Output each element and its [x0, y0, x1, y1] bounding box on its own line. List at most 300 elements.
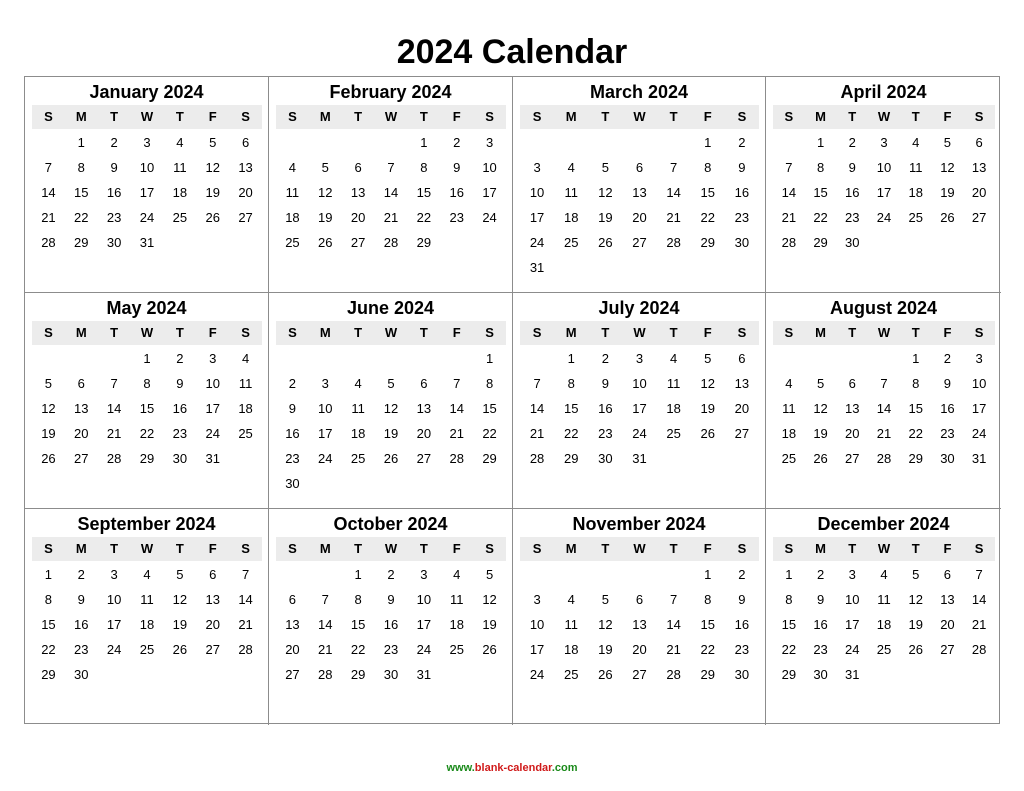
day-cell: 28	[41, 235, 56, 250]
day-cell: 20	[350, 210, 366, 225]
weekday-label: S	[288, 109, 297, 124]
day-cell: 14	[876, 401, 892, 416]
day-cell: 12	[383, 401, 399, 416]
day-grid	[520, 562, 759, 687]
day-cell: 21	[781, 210, 797, 225]
day-cell: 28	[971, 642, 987, 657]
day-cell: 11	[782, 401, 796, 416]
day-cell: 6	[354, 160, 362, 175]
weekday-label: W	[633, 541, 646, 556]
day-cell: 3	[110, 567, 118, 582]
weekday-label: T	[175, 109, 184, 124]
empty-day-cell	[375, 346, 408, 371]
day-cell: 19	[598, 642, 613, 657]
day-cell: 12	[318, 185, 333, 200]
day-cell: 1	[785, 567, 793, 582]
weekday-label: W	[140, 109, 154, 124]
day-cell: 6	[288, 592, 297, 607]
day-cell: 10	[482, 160, 497, 175]
day-cell: 9	[738, 592, 746, 607]
weekday-label: M	[815, 541, 826, 556]
empty-day-cell	[520, 346, 554, 371]
month-panel	[25, 77, 269, 293]
day-cell: 26	[205, 210, 220, 225]
day-cell: 14	[41, 185, 56, 200]
day-cell: 15	[139, 401, 155, 416]
day-cell: 5	[601, 592, 609, 607]
day-cell: 1	[77, 135, 85, 150]
weekday-label: M	[815, 109, 826, 124]
weekday-header	[276, 321, 506, 345]
day-cell: 15	[74, 185, 89, 200]
day-cell: 25	[563, 235, 579, 250]
day-cell: 27	[971, 210, 987, 225]
day-cell: 14	[383, 185, 399, 200]
day-cell: 23	[285, 451, 300, 466]
weekday-label: S	[532, 325, 542, 340]
day-cell: 14	[971, 592, 987, 607]
day-cell: 29	[482, 451, 497, 466]
day-cell: 21	[666, 210, 681, 225]
month-panel	[513, 293, 766, 509]
day-cell: 4	[143, 567, 151, 582]
day-cell: 20	[734, 401, 750, 416]
day-cell: 21	[529, 426, 545, 441]
day-cell: 22	[416, 210, 432, 225]
day-cell: 2	[848, 135, 856, 150]
day-cell: 23	[813, 642, 828, 657]
empty-day-cell	[554, 130, 588, 155]
month-title: June 2024	[346, 298, 435, 318]
day-cell: 3	[533, 592, 541, 607]
page-title: 2024 Calendar	[396, 33, 628, 71]
day-cell: 19	[205, 185, 220, 200]
day-cell: 7	[670, 160, 678, 175]
day-cell: 1	[816, 135, 825, 150]
day-cell: 6	[635, 592, 644, 607]
day-cell: 15	[350, 617, 366, 632]
day-cell: 17	[205, 401, 220, 416]
day-grid	[32, 130, 262, 255]
day-cell: 8	[704, 592, 712, 607]
day-cell: 1	[420, 135, 428, 150]
day-cell: 7	[387, 160, 395, 175]
day-cell: 21	[449, 426, 464, 441]
day-cell: 24	[876, 210, 892, 225]
weekday-label: S	[241, 325, 250, 340]
day-cell: 10	[318, 401, 333, 416]
day-cell: 9	[387, 592, 395, 607]
weekday-label: W	[384, 109, 398, 124]
day-cell: 4	[354, 376, 362, 391]
weekday-label: W	[384, 541, 398, 556]
day-cell: 7	[975, 567, 983, 582]
day-cell: 10	[106, 592, 122, 607]
day-cell: 14	[106, 401, 122, 416]
weekday-label: S	[241, 109, 250, 124]
day-cell: 9	[176, 376, 184, 391]
day-cell: 12	[908, 592, 923, 607]
day-cell: 27	[940, 642, 955, 657]
weekday-label: S	[974, 109, 984, 124]
day-cell: 16	[813, 617, 828, 632]
day-cell: 3	[209, 351, 217, 366]
day-cell: 8	[77, 160, 85, 175]
day-cell: 10	[845, 592, 860, 607]
day-cell: 17	[106, 617, 122, 632]
day-cell: 1	[704, 567, 712, 582]
empty-day-cell	[805, 346, 837, 371]
day-cell: 5	[704, 351, 712, 366]
day-cell: 12	[482, 592, 497, 607]
day-cell: 18	[666, 401, 681, 416]
day-cell: 28	[529, 451, 545, 466]
month-panel	[269, 77, 513, 293]
day-cell: 9	[848, 160, 856, 175]
day-cell: 31	[845, 667, 860, 682]
day-cell: 30	[285, 476, 300, 491]
day-cell: 18	[781, 426, 797, 441]
weekday-label: S	[44, 541, 53, 556]
weekday-label: F	[703, 109, 712, 124]
day-cell: 20	[845, 426, 860, 441]
day-cell: 2	[110, 135, 118, 150]
day-cell: 3	[321, 376, 329, 391]
day-cell: 13	[350, 185, 366, 200]
day-cell: 16	[734, 617, 750, 632]
day-cell: 25	[876, 642, 892, 657]
day-cell: 20	[971, 185, 987, 200]
day-cell: 6	[209, 567, 217, 582]
day-cell: 1	[704, 135, 712, 150]
day-cell: 22	[482, 426, 497, 441]
day-cell: 29	[74, 235, 89, 250]
day-cell: 5	[601, 160, 609, 175]
day-cell: 1	[912, 351, 920, 366]
empty-day-cell	[342, 130, 375, 155]
day-cell: 13	[632, 185, 647, 200]
day-cell: 25	[563, 667, 579, 682]
day-cell: 8	[567, 376, 575, 391]
empty-day-cell	[520, 562, 554, 587]
weekday-label: S	[532, 109, 542, 124]
day-cell: 12	[41, 401, 56, 416]
empty-day-cell	[276, 562, 309, 587]
calendar-grid	[24, 76, 1000, 724]
weekday-label: S	[44, 109, 53, 124]
empty-day-cell	[32, 130, 65, 155]
day-cell: 1	[485, 351, 494, 366]
day-cell: 29	[41, 667, 56, 682]
day-cell: 26	[383, 451, 399, 466]
weekday-label: F	[703, 541, 712, 556]
day-cell: 30	[383, 667, 399, 682]
day-cell: 27	[734, 426, 750, 441]
day-cell: 14	[666, 617, 681, 632]
day-cell: 17	[845, 617, 860, 632]
day-cell: 5	[321, 160, 329, 175]
day-cell: 29	[781, 667, 797, 682]
day-cell: 2	[176, 351, 184, 366]
weekday-label: S	[974, 541, 984, 556]
day-grid	[520, 130, 759, 280]
weekday-label: T	[354, 109, 363, 124]
day-cell: 11	[908, 160, 923, 175]
weekday-label: T	[110, 325, 119, 340]
weekday-label: S	[737, 109, 747, 124]
weekday-label: S	[485, 541, 494, 556]
day-cell: 28	[238, 642, 253, 657]
weekday-label: T	[848, 541, 857, 556]
day-cell: 7	[110, 376, 118, 391]
day-cell: 31	[416, 667, 432, 682]
day-cell: 24	[971, 426, 987, 441]
day-cell: 16	[734, 185, 750, 200]
day-cell: 31	[632, 451, 647, 466]
day-cell: 3	[635, 351, 644, 366]
day-cell: 24	[318, 451, 333, 466]
weekday-label: T	[669, 541, 678, 556]
day-cell: 5	[912, 567, 920, 582]
day-cell: 25	[238, 426, 253, 441]
day-cell: 3	[880, 135, 888, 150]
day-cell: 15	[700, 185, 715, 200]
month-panel	[766, 77, 1001, 293]
day-cell: 26	[940, 210, 955, 225]
day-cell: 1	[143, 351, 151, 366]
day-cell: 26	[813, 451, 828, 466]
day-cell: 5	[485, 567, 494, 582]
month-panel	[766, 509, 1001, 725]
weekday-label: S	[974, 325, 984, 340]
day-cell: 24	[106, 642, 122, 657]
day-cell: 26	[598, 235, 613, 250]
day-cell: 15	[700, 617, 715, 632]
empty-day-cell	[836, 346, 868, 371]
day-cell: 22	[700, 642, 715, 657]
day-grid	[32, 346, 262, 471]
day-cell: 4	[288, 160, 297, 175]
day-cell: 20	[74, 426, 89, 441]
day-cell: 11	[877, 592, 891, 607]
day-cell: 6	[635, 160, 644, 175]
day-cell: 2	[77, 567, 85, 582]
day-grid	[520, 346, 759, 471]
empty-day-cell	[440, 346, 473, 371]
weekday-label: F	[943, 109, 952, 124]
weekday-label: F	[208, 541, 217, 556]
day-cell: 18	[238, 401, 253, 416]
day-cell: 4	[785, 376, 793, 391]
weekday-label: T	[354, 541, 363, 556]
weekday-label: W	[140, 325, 154, 340]
day-cell: 25	[285, 235, 300, 250]
day-cell: 18	[908, 185, 923, 200]
month-title: May 2024	[106, 298, 187, 318]
weekday-label: T	[601, 325, 610, 340]
weekday-label: S	[44, 325, 53, 340]
day-cell: 27	[205, 642, 220, 657]
day-cell: 10	[139, 160, 155, 175]
day-cell: 12	[813, 401, 828, 416]
day-cell: 13	[632, 617, 647, 632]
day-cell: 2	[288, 376, 297, 391]
day-cell: 7	[241, 567, 250, 582]
day-cell: 17	[971, 401, 987, 416]
day-cell: 20	[632, 642, 647, 657]
day-cell: 27	[416, 451, 432, 466]
weekday-label: W	[384, 325, 398, 340]
empty-day-cell	[773, 346, 805, 371]
month-panel	[25, 509, 269, 725]
day-cell: 12	[205, 160, 220, 175]
day-cell: 29	[813, 235, 828, 250]
day-cell: 19	[41, 426, 56, 441]
day-cell: 1	[44, 567, 53, 582]
day-cell: 23	[734, 642, 750, 657]
day-cell: 14	[781, 185, 797, 200]
day-cell: 1	[354, 567, 362, 582]
day-cell: 20	[940, 617, 955, 632]
day-cell: 7	[670, 592, 678, 607]
day-cell: 26	[908, 642, 923, 657]
day-cell: 17	[876, 185, 892, 200]
weekday-label: F	[452, 325, 461, 340]
day-cell: 9	[816, 592, 825, 607]
day-cell: 29	[908, 451, 923, 466]
day-cell: 8	[420, 160, 428, 175]
month-title: April 2024	[840, 82, 927, 102]
day-cell: 2	[943, 351, 952, 366]
day-cell: 11	[140, 592, 154, 607]
footer-url	[0, 762, 1024, 774]
day-cell: 18	[139, 617, 155, 632]
day-cell: 6	[943, 567, 952, 582]
day-cell: 11	[238, 376, 253, 391]
day-cell: 30	[74, 667, 89, 682]
day-cell: 2	[738, 567, 746, 582]
weekday-label: M	[75, 541, 87, 556]
weekday-label: F	[452, 109, 461, 124]
day-cell: 10	[529, 617, 545, 632]
month-title: December 2024	[817, 514, 950, 534]
month-panel	[766, 293, 1001, 509]
weekday-label: W	[140, 541, 154, 556]
day-cell: 11	[666, 376, 681, 391]
day-cell: 9	[453, 160, 461, 175]
day-cell: 26	[598, 667, 613, 682]
weekday-label: T	[110, 541, 119, 556]
day-grid	[276, 346, 506, 496]
weekday-label: S	[737, 541, 747, 556]
day-cell: 23	[449, 210, 464, 225]
month-title: September 2024	[77, 514, 216, 534]
month-panel	[513, 77, 766, 293]
day-cell: 24	[482, 210, 497, 225]
day-cell: 29	[416, 235, 432, 250]
day-cell: 30	[734, 235, 750, 250]
day-cell: 28	[666, 235, 681, 250]
day-cell: 26	[41, 451, 56, 466]
weekday-header	[32, 537, 262, 561]
day-cell: 23	[106, 210, 122, 225]
day-cell: 15	[482, 401, 497, 416]
day-cell: 24	[632, 426, 647, 441]
day-cell: 26	[172, 642, 188, 657]
day-cell: 6	[420, 376, 428, 391]
day-cell: 19	[172, 617, 188, 632]
day-cell: 9	[77, 592, 85, 607]
day-cell: 14	[666, 185, 681, 200]
day-cell: 10	[971, 376, 987, 391]
weekday-label: S	[241, 541, 250, 556]
day-cell: 25	[350, 451, 366, 466]
day-cell: 22	[563, 426, 579, 441]
day-cell: 13	[238, 160, 253, 175]
empty-day-cell	[657, 562, 691, 587]
weekday-label: W	[877, 541, 891, 556]
day-cell: 5	[943, 135, 952, 150]
day-cell: 5	[176, 567, 184, 582]
weekday-label: T	[601, 541, 610, 556]
weekday-label: W	[633, 109, 646, 124]
weekday-label: T	[175, 325, 184, 340]
day-cell: 17	[632, 401, 647, 416]
weekday-header	[773, 537, 995, 561]
day-cell: 22	[700, 210, 715, 225]
weekday-header	[32, 321, 262, 345]
day-cell: 16	[845, 185, 860, 200]
day-cell: 27	[632, 235, 647, 250]
day-cell: 9	[738, 160, 746, 175]
day-cell: 19	[482, 617, 497, 632]
footer-url-prefix: www.	[446, 762, 475, 774]
weekday-label: S	[485, 325, 494, 340]
weekday-label: T	[354, 325, 363, 340]
weekday-header	[32, 105, 262, 129]
day-cell: 6	[975, 135, 983, 150]
month-title: November 2024	[572, 514, 706, 534]
month-title: February 2024	[329, 82, 452, 102]
weekday-header	[520, 105, 759, 129]
empty-day-cell	[98, 346, 131, 371]
day-cell: 15	[908, 401, 923, 416]
day-cell: 11	[564, 185, 578, 200]
day-cell: 8	[816, 160, 825, 175]
day-cell: 13	[285, 617, 300, 632]
day-cell: 8	[485, 376, 494, 391]
day-cell: 28	[106, 451, 122, 466]
day-cell: 16	[449, 185, 464, 200]
day-cell: 12	[598, 617, 613, 632]
day-cell: 23	[383, 642, 399, 657]
day-cell: 3	[485, 135, 494, 150]
day-cell: 20	[285, 642, 300, 657]
day-cell: 17	[318, 426, 333, 441]
day-cell: 25	[449, 642, 464, 657]
day-cell: 26	[700, 426, 715, 441]
weekday-header	[520, 321, 759, 345]
day-cell: 28	[876, 451, 892, 466]
empty-day-cell	[588, 562, 622, 587]
day-cell: 18	[172, 185, 188, 200]
day-cell: 13	[205, 592, 220, 607]
day-cell: 9	[601, 376, 609, 391]
day-cell: 31	[205, 451, 220, 466]
weekday-label: T	[848, 325, 857, 340]
month-panel	[269, 509, 513, 725]
weekday-label: M	[319, 541, 331, 556]
